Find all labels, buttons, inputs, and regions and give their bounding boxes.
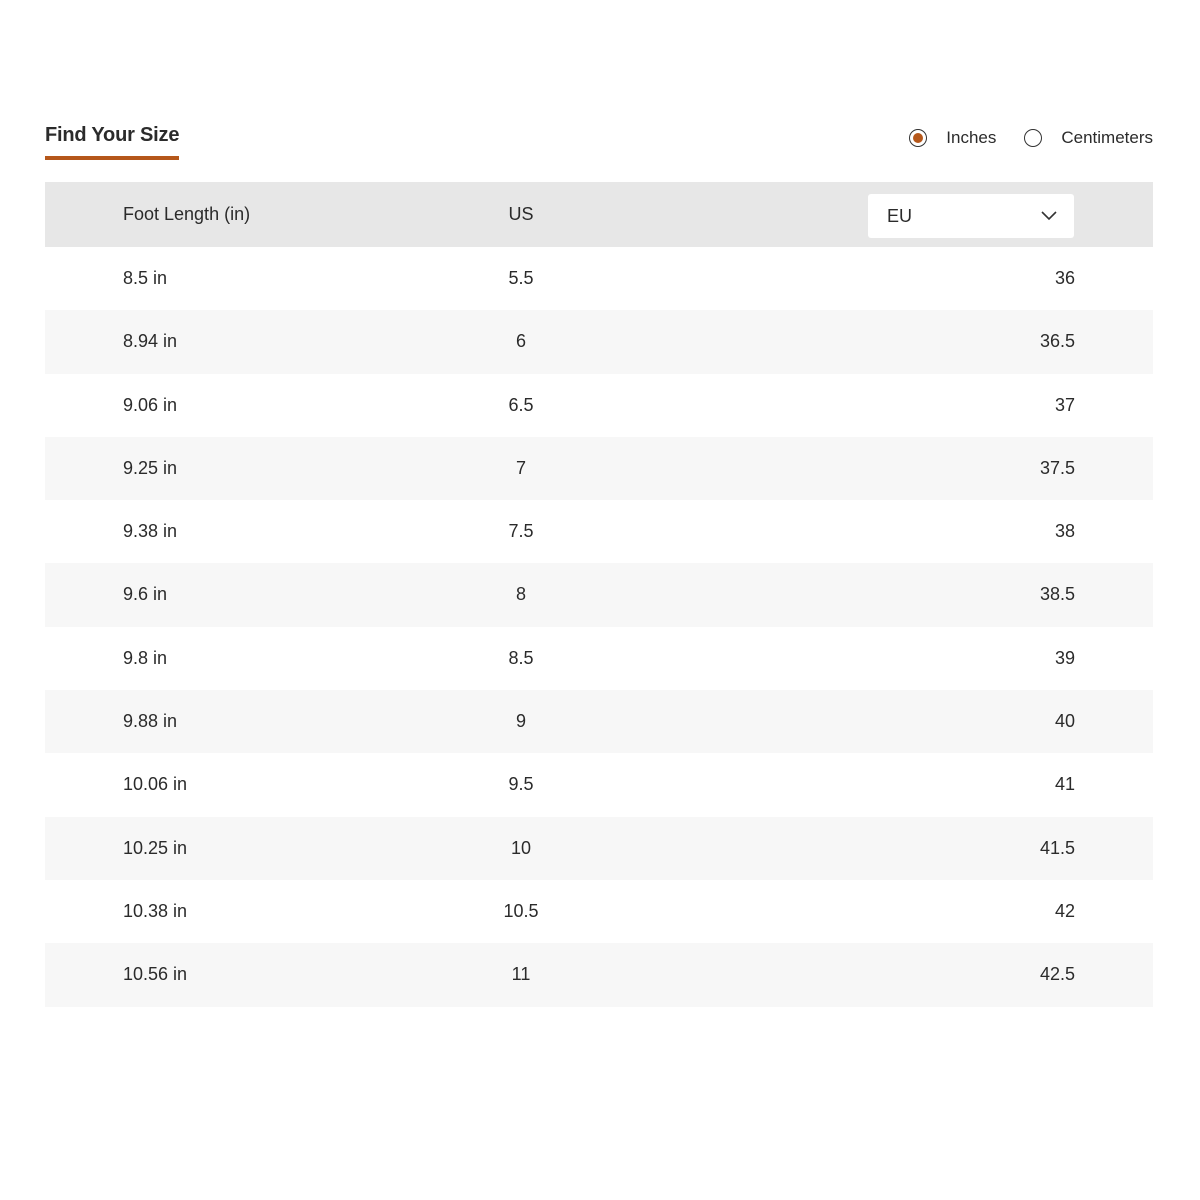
table-row xyxy=(45,690,1153,753)
table-row xyxy=(45,880,1153,943)
header-foot-length: Foot Length (in) xyxy=(123,204,251,224)
cell-us-size: 5.5 xyxy=(508,268,534,288)
unit-option-centimeters[interactable] xyxy=(1024,128,1153,148)
unit-toggle xyxy=(909,128,1153,148)
cell-eu-size: 37 xyxy=(1054,394,1075,415)
cell-eu-size: 42 xyxy=(1054,900,1075,921)
header-us: US xyxy=(508,204,534,224)
table-row xyxy=(45,437,1153,500)
cell-us-size: 6.5 xyxy=(508,394,534,415)
size-table xyxy=(45,182,1153,1007)
unit-option-inches[interactable] xyxy=(909,128,996,148)
table-row xyxy=(45,500,1153,563)
cell-us-size: 9.5 xyxy=(508,774,534,795)
chevron-down-icon xyxy=(1040,209,1058,221)
cell-eu-size: 36 xyxy=(1054,268,1075,288)
cell-us-size: 6 xyxy=(515,331,526,352)
radio-selected-dot xyxy=(913,133,923,143)
radio-centimeters[interactable] xyxy=(1024,129,1042,147)
size-guide xyxy=(45,0,1153,1007)
cell-us-size: 8.5 xyxy=(508,647,534,668)
cell-us-size: 7.5 xyxy=(508,521,534,542)
cell-eu-size: 38.5 xyxy=(1039,584,1075,605)
region-select[interactable] xyxy=(868,194,1074,238)
size-guide-header xyxy=(45,0,1153,182)
cell-foot-length: 10.38 in xyxy=(123,900,188,921)
cell-us-size: 10 xyxy=(510,837,532,858)
region-select-value: EU xyxy=(887,205,913,226)
cell-foot-length: 9.6 in xyxy=(123,584,168,605)
table-row xyxy=(45,753,1153,816)
table-row xyxy=(45,627,1153,690)
cell-foot-length: 9.06 in xyxy=(123,394,178,415)
cell-eu-size: 42.5 xyxy=(1039,964,1075,985)
cell-foot-length: 9.8 in xyxy=(123,647,168,668)
cell-us-size: 11 xyxy=(511,964,531,985)
cell-foot-length: 9.25 in xyxy=(123,457,178,478)
cell-eu-size: 39 xyxy=(1054,647,1075,668)
cell-foot-length: 9.38 in xyxy=(123,521,178,542)
cell-eu-size: 41.5 xyxy=(1039,837,1075,858)
table-body xyxy=(45,247,1153,1007)
cell-foot-length: 10.25 in xyxy=(123,837,188,858)
table-row xyxy=(45,310,1153,373)
cell-eu-size: 40 xyxy=(1054,711,1075,732)
cell-foot-length: 10.56 in xyxy=(123,964,188,985)
tab-find-your-size[interactable]: Find Your Size xyxy=(45,122,179,160)
cell-foot-length: 8.5 in xyxy=(123,268,168,288)
table-row xyxy=(45,943,1153,1006)
cell-foot-length: 9.88 in xyxy=(123,711,178,732)
cell-eu-size: 37.5 xyxy=(1039,457,1075,478)
table-row xyxy=(45,817,1153,880)
cell-us-size: 9 xyxy=(515,711,526,732)
cell-us-size: 10.5 xyxy=(503,900,539,921)
unit-label-centimeters: Centimeters xyxy=(1061,128,1153,147)
cell-eu-size: 38 xyxy=(1054,521,1075,542)
table-row xyxy=(45,374,1153,437)
cell-foot-length: 10.06 in xyxy=(123,774,188,795)
cell-us-size: 8 xyxy=(515,584,526,605)
cell-eu-size: 36.5 xyxy=(1039,331,1075,352)
unit-label-inches: Inches xyxy=(946,128,997,147)
table-row xyxy=(45,247,1153,310)
cell-eu-size: 41 xyxy=(1054,774,1075,795)
cell-foot-length: 8.94 in xyxy=(123,331,178,352)
radio-inches[interactable] xyxy=(909,129,927,147)
table-header xyxy=(45,182,1153,247)
table-row xyxy=(45,563,1153,626)
cell-us-size: 7 xyxy=(515,457,526,478)
